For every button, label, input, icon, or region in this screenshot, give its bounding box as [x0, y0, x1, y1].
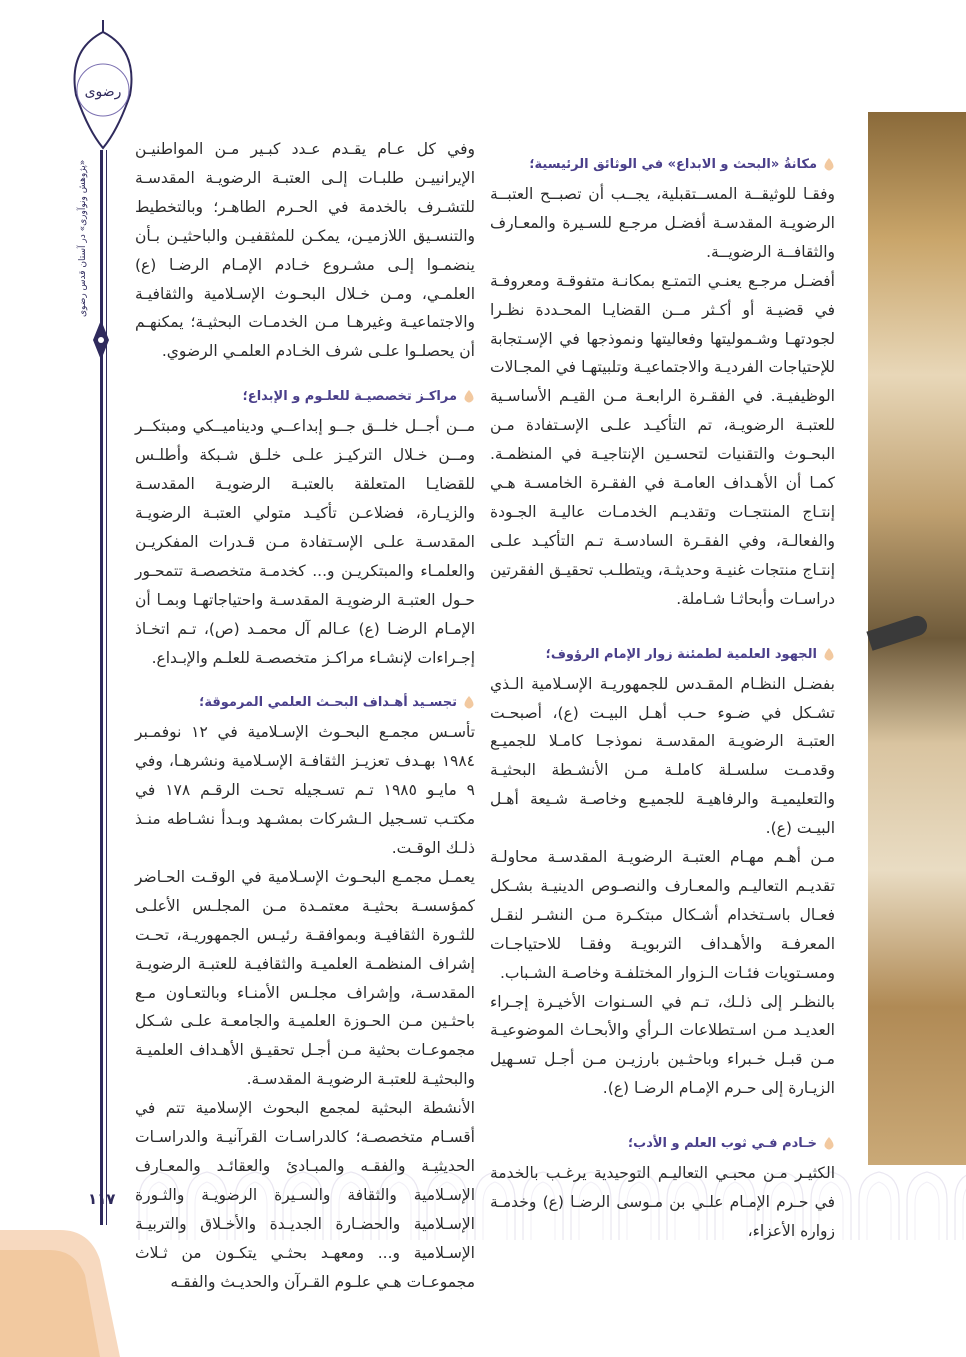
section-heading [135, 688, 475, 718]
paragraph: تأسـس مجمـع البحـوث الإسـلامية في ١٢ نوفمـبر ١٩٨٤ بهـدف تعزيـز الثقافـة الإسـلامية ونشرهـا، وفي ٩ مايـو ١٩٨٥ تـم تسـجيله تحـت الرقـم ١٧٨ في مكتـب تسـجيل الـشركات بمشـهد وبـدأ نشـاطه منـذ ذلـك الوقـت. [135, 723, 476, 858]
paragraph: وفي كل عـام يقـدم عـدد كبـير مـن المواطنيـن الإيرانييـن طلبـات إلـى العتبـة الرضويـة المقدسـة للتشـرف بالخدمة في الحـرم الطاهـر؛ وبالتخطيط والتنسـيق اللازميـن، يمكـن للمثقفيـن والباحثيـن بـأن ينضمـوا إلـى مشـروع خـادم الإمـام الرضـا (ع) العلمـي، ومـن خـلال البحـوث الإسـلامية والثقافيـة والاجتماعيـة وغيرهـا مـن الخدمـات البحثيـة؛ يمكنهـم أن يحصلـوا علـى شرف الخـادم العلمـي الرضوي. [135, 140, 475, 361]
drop-bullet-icon [823, 648, 835, 662]
magazine-logo [68, 20, 138, 150]
sidebar-rule-thin [106, 150, 107, 1225]
heading-text: خـادم فـي ثوب العلم و الأدب؛ [627, 1136, 817, 1152]
paragraph: بالنظـر إلى ذلـك، تـم في السـنوات الأخيـرة إجـراء العديـد مـن اسـتطلاعات الـرأي والأبحـاث الموضوعيـة مـن قبـل خـبراء وباحثـين بارزيـن مـن أجـل تسـهيل الزيـارة إلى حـرم الإمـام الرضـا (ع). [490, 992, 835, 1098]
corner-decoration [0, 1230, 140, 1357]
pen-nib-icon [92, 320, 110, 360]
heading-text: تجسـيد أهـداف البحـث العلمي المرموقة؛ [199, 695, 457, 711]
section-heading [135, 382, 475, 412]
paragraph: الكثيـر مـن محبـي التعاليـم التوحيدية يرغـب بالخدمة في حـرم الإمـام علـي بن مـوسى الرضـا (ع) وخدمـة زواره الأعزاء، [490, 1164, 835, 1240]
right-column [490, 150, 835, 1246]
page-number: ١١٧ [88, 1190, 116, 1208]
paragraph: أفضـل مرجـع يعنـي التمتـع بمكانـة متفوقـة ومعروفـة في قضيـة أو أكـثر مــن القضايـا المحـددة نظـرا لجودتهـا وشـموليتها وفعاليتها ونموذجها في الإسـتجابة للإحتياجات الفرديـة والاجتماعيـة وتلبيتهـا في المجـالات الوظيفيـة. في الفقـرة الرابعـة مـن القيـم الأساسـية للعتبـة الرضويـة، تم التأكيـد علـى الإسـتفادة مـن البحـوث والتقنيات لتحسـين الإنتاجيـة في المنظمـة. كمـا أن الأهـداف العامـة في الفقـرة الخامسـة هـي إنتـاج المنتجـات وتقديـم الخدمـات عاليـة الجـودة والفعالـة، وفي الفقـرة السادسـة تـم التأكيـد علـى إنتـاج منتجات غنيـة وحديثـة، ويتطلـب تحقيـق الفقرتين دراسـات وأبحاثـا شـاملة. [490, 271, 835, 608]
manuscript-photo [868, 112, 966, 1165]
section-heading [490, 640, 835, 670]
drop-bullet-icon [823, 158, 835, 172]
drop-bullet-icon [823, 1137, 835, 1151]
svg-text:رضوی: رضوی [84, 84, 122, 100]
sidebar [0, 0, 135, 1357]
sidebar-vertical-title: «پژوهش ونوآوری» در آستان قدس رضوی [78, 160, 88, 318]
heading-text: الجهود العلمية لطمئنة زوار الإمام الرؤوف؛ [545, 646, 817, 662]
paragraph: يعمـل مجمـع البحـوث الإسـلامية في الوقـت الحـاضر كمؤسسـة بحثيـة معتمـدة مـن المجلـس الأعلـى للثـورة الثقافيـة وبموافقـة رئيـس الجمهوريـة، تحـت إشراف المنظمـة العلميـة والثقافيـة للعتبـة الرضويـة المقدسـة، وإشراف مجلـس الأمنـاء وبالتعـاون مـع باحثـين مـن الحـوزة العلميـة والجامعـة علـى شـكل مجموعـات بحثية مـن أجـل تحقيـق الأهـداف العلميـة والبحثيـة للعتبـة الرضويـة المقدسـة. [135, 867, 475, 1089]
paragraph: بفضـل النظـام المقـدس للجمهوريـة الإسـلامية الـذي تشـكل في ضـوء حـب أهـل البيـت (ع)، أصبحـت العتبـة الرضويـة المقدسـة نموذجـا كامـلا للجميـع وقدمـت سلسـلة كاملـة مـن الأنشـطة البحثيـة والتعليميـة والرفاهيـة للجميـع وخاصـة شـيعة أهـل البيـت (ع). [490, 674, 835, 838]
section-heading [490, 150, 835, 180]
paragraph: الأنشطة البحثية لمجمع البحوث الإسلامية تتم في أقسـام متخصصـة؛ كالدراسـات القرآنيـة والدراسـات الحديثيـة والفقـه والمبـادئ والعقائـد والمعـارف الإسـلامية والثقافة والسـيرة الرضويـة والثـورة الإسـلامية والحضـارة الجديـدة والأخـلاق والتربيـة الإسـلامية و... ومعهـد بحثـي يتكـون من ثـلاث مجموعـات هـي علـوم القـرآن والحديـث والفقـه [135, 1099, 475, 1291]
section-heading [490, 1129, 835, 1159]
drop-bullet-icon [463, 390, 475, 404]
paragraph: مـن أهـم مهـام العتبـة الرضويـة المقدسـة محاولـة تقديـم التعاليـم والمعـارف والنصـوص الدينيـة بشـكل فعـال باسـتخدام أشـكال مبتكـرة مـن النشـر لنقـل المعرفـة والأهـداف التربويـة وفقـا للاحتياجـات ومسـتويات فئـات الـزوار المختلفـة وخاصـة الشـباب. [490, 848, 835, 982]
paragraph: مــن أجــل خلــق جــو إبداعــي وديناميــكي ومبتكــر ومــن خـلال التركيـز علـى خلـق شـبكة وأطلـس للقضايـا المتعلقة بالعتبـة الرضويـة المقدسـة والزيـارة، فضلاعـن تأكيـد متولي العتبـة الرضويـة المقدسـة علـى الإسـتفادة مـن قـدرات المفكريـن والعلمـاء والمبتكريـن و... كخدمـة متخصصـة تتمحـور حـول العتبـة الرضويـة المقدسـة واحتياجاتهـا وبمـا أن الإمـام الرضـا (ع) عـالم آل محمـد (ص)، تـم اتخـاذ إجـراءات لإنشـاء مراكـز متخصصـة للعلـم والإبـداع. [135, 417, 475, 667]
drop-bullet-icon [463, 696, 475, 710]
knife-blade [866, 613, 929, 651]
heading-text: مراكـز تخصصيـة للعلـوم و الإبداع؛ [242, 389, 457, 405]
left-column [135, 135, 475, 1297]
paragraph: وفقـا للوثيقــة المســتقبلية، يجــب أن تصبــح العتبــة الرضويـة المقدسـة أفضـل مرجـع للسـيرة والمعـارف والثقافــة الرضويــة. [490, 185, 835, 261]
sidebar-rule [100, 150, 103, 1225]
heading-text: مكانةُ «البحث و الابداع» في الوثائق الرئيسية؛ [529, 157, 817, 172]
